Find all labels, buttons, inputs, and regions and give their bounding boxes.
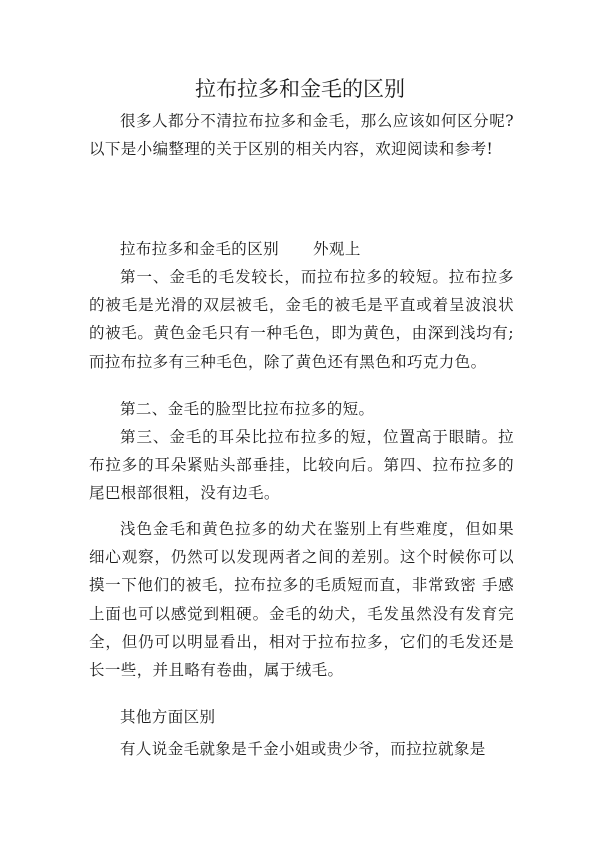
subsection-heading: 其他方面区别: [120, 708, 216, 726]
section-heading-line: [89, 235, 514, 263]
section-subheading: 外观上: [313, 240, 361, 258]
body-paragraph-6: 有人说金毛就象是千金小姐或贵少爷，而拉拉就象是: [120, 740, 486, 758]
body-paragraph-3: 第三、金毛的耳朵比拉布拉多的短，位置高于眼睛。拉布拉多的耳朵紧贴头部垂挂，比较向后。第四、拉布拉多的尾巴根部很粗，没有边毛。: [89, 428, 514, 503]
document-title: 拉布拉多和金毛的区别: [195, 77, 405, 101]
body-paragraph-4: 浅色金毛和黄色拉多的幼犬在鉴别上有些难度，但如果细心观察，仍然可以发现两者之间的差别。这个时候你可以摸一下他们的被毛，拉布拉多的毛质短而直，非常致密 手感上面也可以感觉到粗硬。金毛的幼犬，毛发虽然没有发育完全，但仍可以明显看出，相对于拉布拉多，它们的毛发还是长一些，并且略有卷曲，属于绒毛。: [89, 520, 514, 680]
section-heading: 拉布拉多和金毛的区别: [120, 240, 280, 258]
intro-paragraph: 很多人都分不清拉布拉多和金毛，那么应该如何区分呢?以下是小编整理的关于区别的相关内容，欢迎阅读和参考!: [89, 112, 514, 159]
body-paragraph-1: 第一、金毛的毛发较长，而拉布拉多的较短。拉布拉多的被毛是光滑的双层被毛，金毛的被毛是平直或着呈波浪状的被毛。黄色金毛只有一种毛色，即为黄色，由深到浅均有;而拉布拉多有三种毛色，除了黄色还有黑色和巧克力色。: [89, 268, 514, 371]
body-paragraph-2: 第二、金毛的脸型比拉布拉多的短。: [120, 400, 375, 418]
